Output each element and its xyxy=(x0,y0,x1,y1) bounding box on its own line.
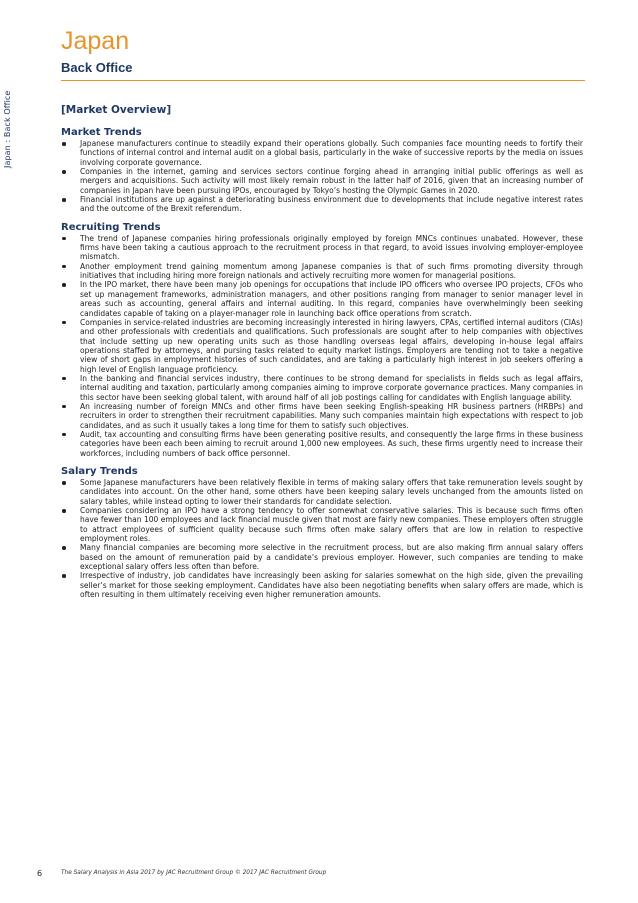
list-item-text: An increasing number of foreign MNCs and other firms have been seeking English-speaking HR business partners (HRBPs) and recruiters in order to strengthen their recruitment capabilities. Many such companies maintain high expectations with respect to job candidates, and as such it usually takes a long time for them to satisfy such objectives. xyxy=(80,401,583,430)
list-item xyxy=(61,506,583,543)
overview-heading: [Market Overview] xyxy=(61,104,172,116)
list-item xyxy=(61,167,583,195)
list-item xyxy=(61,318,583,374)
list-item-text: Some Japanese manufacturers have been relatively flexible in terms of making salary offers that take remuneration levels sought by candidates into account. On the other hand, some others have been keeping salary levels unchanged from the amounts listed on salary tables, while instead opting to lower their standards for candidate selection. xyxy=(80,478,583,506)
list-item xyxy=(61,478,583,506)
list-item-text: Financial institutions are up against a deteriorating business environment due to developments that include negative interest rates and the outcome of the Brexit referendum. xyxy=(80,195,583,214)
bullet-icon xyxy=(62,170,66,174)
title-divider xyxy=(61,80,585,81)
list-item-text: Japanese manufacturers continue to steadily expand their operations globally. Such companies face mounting needs to fortify their functions of internal control and internal audit on a global basis, particularly in the wake of successive reports by the media on issues involving corporate governance. xyxy=(80,139,583,167)
salary-trends-list xyxy=(61,478,583,599)
list-item-text: In the IPO market, there have been many job openings for occupations that include IPO officers who oversee IPO projects, CFOs who set up management frameworks, administration managers, and other positions ranging from manager to senior manager level in areas such as accounting, general affairs and internal auditing. In this regard, companies have overwhelmingly been seeking candidates capable of taking on a player-manager role in launching back office operations from scratch. xyxy=(80,280,583,318)
side-section-label xyxy=(3,18,29,168)
section-heading-market-trends: Market Trends xyxy=(61,127,142,138)
list-item-text: Companies considering an IPO have a strong tendency to offer somewhat conservative salaries. This is because such firms often have fewer than 100 employees and lack financial muscle given that most are fairly new companies. These employers often struggle to attract employees of sufficient quality because such firms often make salary offers that are low in relation to respective employment roles. xyxy=(80,506,583,544)
list-item xyxy=(61,571,583,599)
list-item xyxy=(61,234,583,262)
page-footer xyxy=(37,869,597,881)
page-subtitle: Back Office xyxy=(61,60,133,75)
list-item-text: In the banking and financial services industry, there continues to be strong demand for specialists in fields such as legal affairs, internal auditing and taxation, particularly among companies aiming to improve corporate governance practices. Many companies in this sector have been seeking global talent, with around half of all job postings calling for candidates with English language ability. xyxy=(80,373,583,402)
section-heading-recruiting-trends: Recruiting Trends xyxy=(61,221,161,233)
list-item xyxy=(61,543,583,571)
bullet-icon xyxy=(62,481,66,485)
list-item-text: Audit, tax accounting and consulting firms have been generating positive results, and consequently the large firms in these business categories have been each been aiming to recruit around 1,000 new employees. As such, these firms urgently need to increase their workforces, including numbers of back office personnel. xyxy=(80,429,583,458)
bullet-icon xyxy=(62,377,66,381)
bullet-icon xyxy=(62,433,66,437)
footer-text: The Salary Analysis in Asia 2017 by JAC Recruitment Group © 2017 JAC Recruitment Group xyxy=(61,870,327,876)
bullet-icon xyxy=(62,546,66,550)
document-body xyxy=(61,104,583,599)
list-item-text: The trend of Japanese companies hiring professionals originally employed by foreign MNCs continues unabated. However, these firms have been taking a cautious approach to the recruitment process in that regard, to avoid issues involving employer-employee mismatch. xyxy=(80,233,583,262)
list-item xyxy=(61,195,583,214)
list-item-text: Another employment trend gaining momentum among Japanese companies is that of such firms promoting diversity through initiatives that including hiring more foreign nationals and actively recruiting more women for managerial positions. xyxy=(80,261,583,281)
list-item xyxy=(61,139,583,167)
bullet-icon xyxy=(62,321,66,325)
section-heading-salary-trends: Salary Trends xyxy=(61,466,138,477)
bullet-icon xyxy=(62,265,66,269)
list-item xyxy=(61,374,583,402)
list-item-text: Companies in the internet, gaming and services sectors continue forging ahead in arranging initial public offerings as well as mergers and acquisitions. Such activity will most likely remain robust in the latter half of 2016, given that an increasing number of companies in Japan have been pursuing IPOs, encouraged by Tokyo’s hosting the Olympic Games in 2020. xyxy=(80,167,583,195)
bullet-icon xyxy=(62,283,66,287)
side-section-label-text: Japan : Back Office xyxy=(3,90,12,168)
bullet-icon xyxy=(62,198,66,202)
recruiting-trends-list xyxy=(61,234,583,458)
list-item-text: Irrespective of industry, job candidates have increasingly been asking for salaries somewhat on the high side, given the prevailing seller’s market for those seeking employment. Candidates have also been negotiating benefits when salary offers are made, which is often resulting in them ultimately receiving even higher remuneration amounts. xyxy=(80,571,583,600)
list-item-text: Companies in service-related industries are becoming increasingly interested in hiring lawyers, CPAs, certified internal auditors (CIAs) and other professionals with credentials and qualifications. Such professionals are sought after to help companies with objectives that include setting up new operating units such as those handling overseas legal affairs, developing in-house legal affairs operations staffed by attorneys, and pursing tasks related to equity market listings. Employers are tending not to take a negative view of short gaps in employment histories of such candidates, and are taking a particularly high interest in job seekers offering a high level of English language proficiency. xyxy=(80,317,583,374)
list-item xyxy=(61,430,583,458)
bullet-icon xyxy=(62,574,66,578)
market-trends-list xyxy=(61,139,583,214)
page-title: Japan xyxy=(61,27,130,55)
list-item-text: Many financial companies are becoming more selective in the recruitment process, but are also making firm annual salary offers based on the amount of remuneration paid by a candidate’s previous employer. However, such companies are tending to make exceptional salary offers less often than before. xyxy=(80,543,583,572)
list-item xyxy=(61,262,583,281)
list-item xyxy=(61,280,583,317)
page-number: 6 xyxy=(37,869,43,878)
bullet-icon xyxy=(62,509,66,513)
bullet-icon xyxy=(62,237,66,241)
bullet-icon xyxy=(62,405,66,409)
list-item xyxy=(61,402,583,430)
bullet-icon xyxy=(62,142,66,146)
